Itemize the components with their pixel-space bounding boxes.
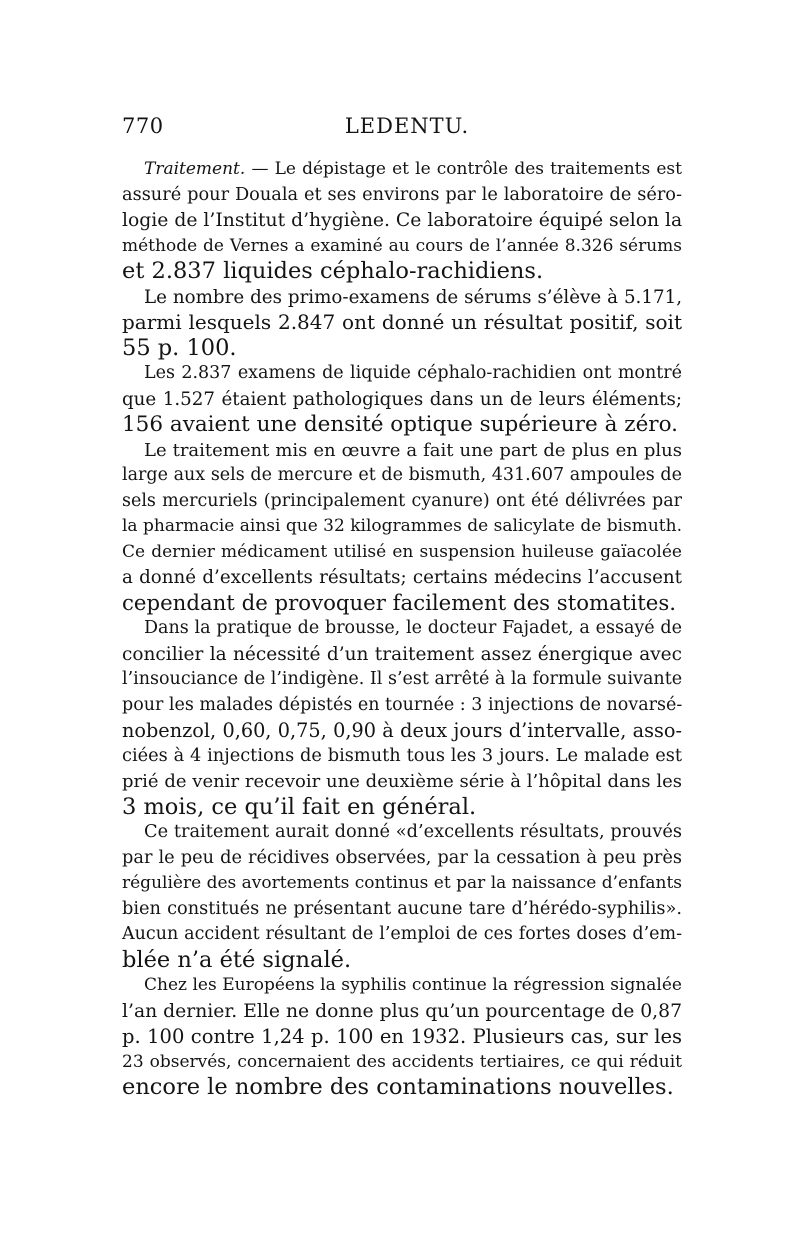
section-lead: Traitement. (144, 159, 246, 179)
text-line: parmi lesquels 2.847 ont donné un résultat positif, soit (122, 310, 682, 334)
text-line: Ce traitement aurait donné «d’excellents résultats, prouvés (144, 822, 682, 842)
text-line: l’insouciance de l’indigène. Il s’est arrêté à la formule suivante (122, 669, 683, 689)
text-line: méthode de Vernes a examiné au cours de l’année 8.326 sérums (122, 235, 682, 256)
text-line: ciées à 4 injections de bismuth tous les 3 jours. Le malade est (122, 745, 682, 766)
text-line: large aux sels de mercure et de bismuth, 431.607 ampoules de (122, 465, 682, 485)
body-text (122, 157, 682, 1101)
page-number: 770 (122, 114, 164, 138)
paragraph (122, 820, 682, 973)
text-line: sels mercuriels (principalement cyanure) ont été délivrées par (122, 490, 682, 511)
text-line: assuré pour Douala et ses environs par le laboratoire de séro- (122, 184, 682, 205)
paragraph (122, 616, 682, 820)
text-line: 55 p. 100. (122, 334, 237, 361)
text-line: Les 2.837 examens de liquide céphalo-rachidien ont montré (144, 363, 682, 383)
text-line: Le traitement mis en œuvre a fait une part de plus en plus (144, 439, 682, 461)
text-line: p. 100 contre 1,24 p. 100 en 1932. Plusieurs cas, sur les (122, 1025, 682, 1048)
text-line: et 2.837 liquides céphalo-rachidiens. (122, 258, 544, 284)
text-line: la pharmacie ainsi que 32 kilogrammes de salicylate de bismuth. (122, 516, 682, 536)
paragraph (122, 285, 682, 362)
text-line: nobenzol, 0,60, 0,75, 0,90 à deux jours d’intervalle, asso- (122, 719, 682, 742)
text-line: logie de l’Institut d’hygiène. Ce laboratoire équipé selon la (122, 210, 683, 231)
text-line: par le peu de récidives observées, par la cessation à peu près (122, 847, 682, 868)
text-line: l’an dernier. Elle ne donne plus qu’un pourcentage de 0,87 (122, 1000, 682, 1022)
page-header (122, 114, 682, 144)
running-title: LEDENTU. (344, 114, 470, 138)
text-line: cependant de provoquer facilement des stomatites. (122, 590, 676, 616)
text-line: pour les malades dépistés en tournée : 3 injections de novarsé- (122, 694, 683, 715)
text-line: Chez les Européens la syphilis continue la régression signalée (144, 975, 682, 995)
paragraph (122, 157, 682, 285)
text-line: bien constitués ne présentant aucune tare d’hérédo-syphilis». (122, 898, 682, 919)
text-line: Ce dernier médicament utilisé en suspension huileuse gaïacolée (122, 541, 682, 562)
paragraph (122, 438, 682, 617)
text-line: 23 observés, concernaient des accidents tertiaires, ce qui réduit (122, 1051, 682, 1072)
text-line: Le nombre des primo-examens de sérums s’élève à 5.171, (144, 286, 682, 308)
text-line: blée n’a été signalé. (122, 946, 352, 973)
text-line: Dans la pratique de brousse, le docteur Fajadet, a essayé de (144, 618, 682, 638)
text-line: Aucun accident résultant de l’emploi de ces fortes doses d’em- (122, 924, 682, 944)
text-line: encore le nombre des contaminations nouvelles. (122, 1074, 674, 1100)
text-line: 156 avaient une densité optique supérieure à zéro. (122, 412, 678, 437)
text-line: concilier la nécessité d’un traitement assez énergique avec (122, 643, 682, 665)
text-line: Traitement. — Le dépistage et le contrôle des traitements est (144, 159, 682, 179)
text-line: a donné d’excellents résultats; certains médecins l’accusent (122, 567, 682, 588)
paragraph (122, 361, 682, 438)
text-line: 3 mois, ce qu’il fait en général. (122, 793, 477, 820)
text-line: prié de venir recevoir une deuxième série à l’hôpital dans les (122, 771, 682, 792)
text-line: que 1.527 étaient pathologiques dans un de leurs éléments; (122, 388, 682, 410)
text-line: régulière des avortements continus et par la naissance d’enfants (122, 873, 682, 893)
paragraph (122, 973, 682, 1101)
